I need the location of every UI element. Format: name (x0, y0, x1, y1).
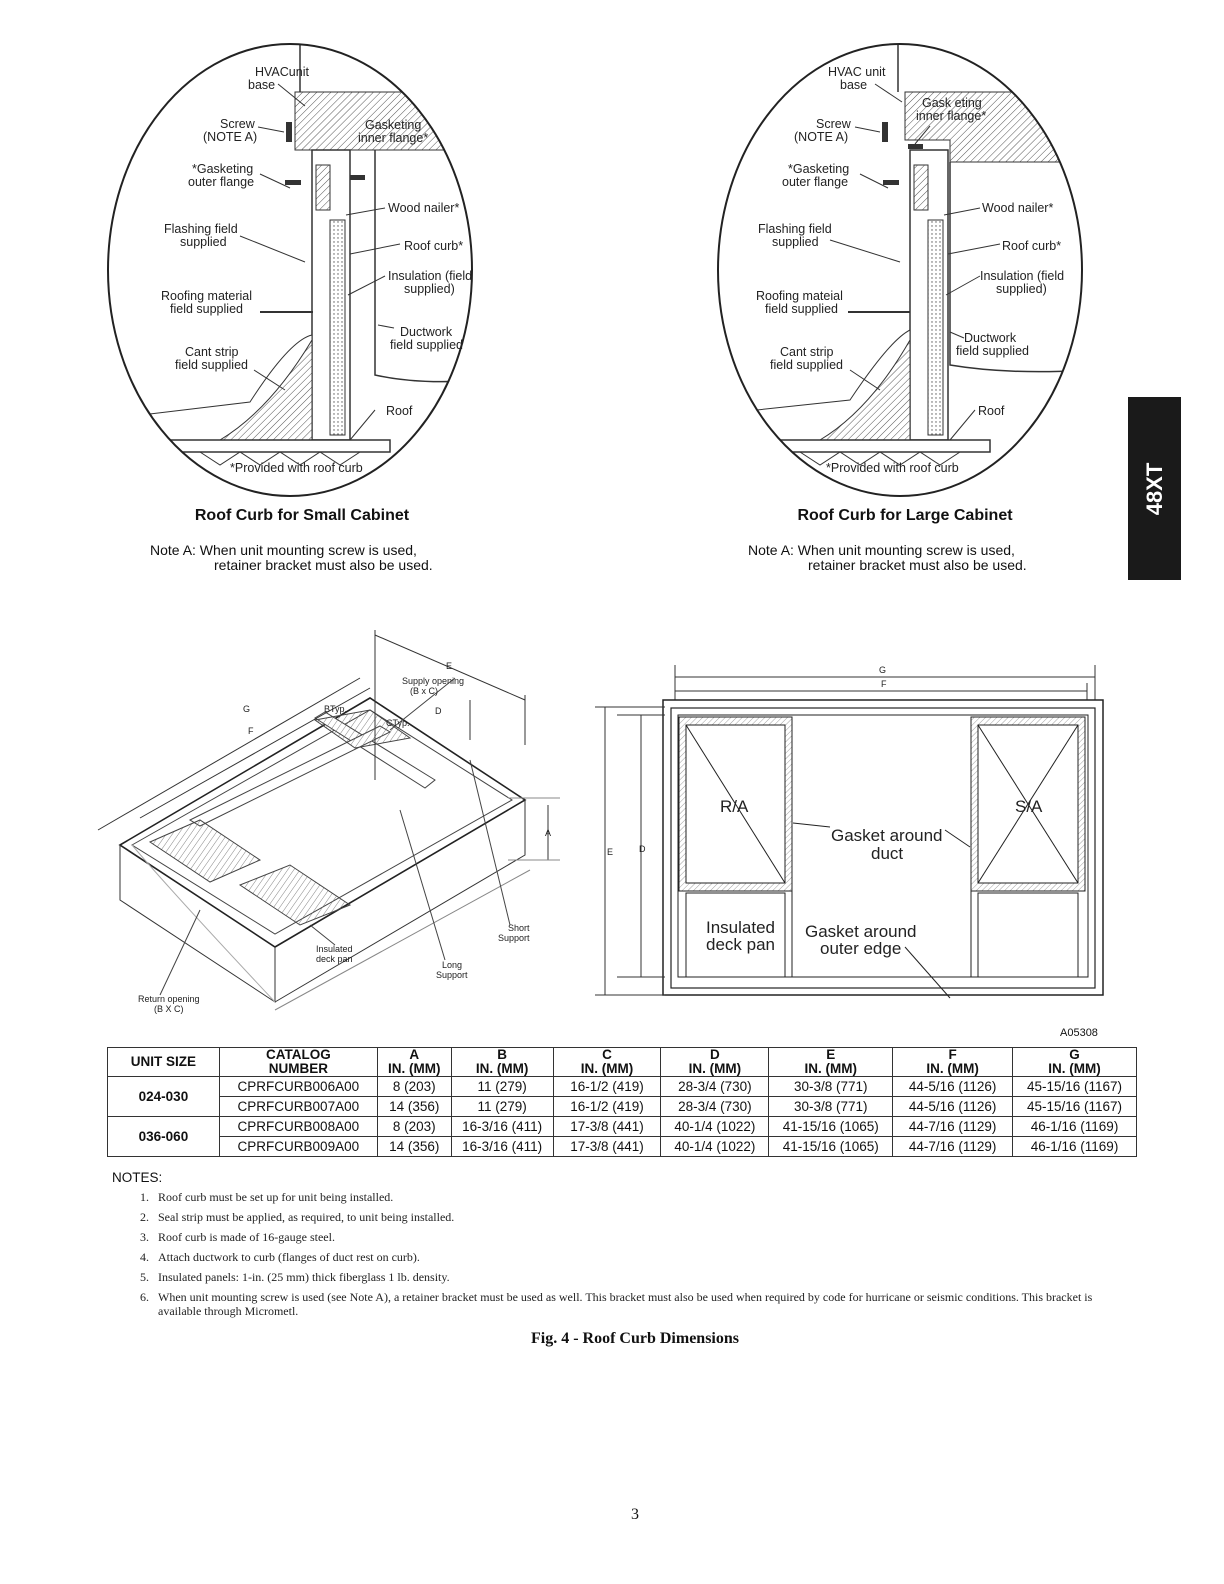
svg-text:HVACunit (255, 65, 309, 79)
list-item: 2. Seal strip must be applied, as required, to unit being installed. (140, 1210, 455, 1224)
svg-text:D (435, 706, 442, 716)
notes-title: NOTES: (112, 1170, 163, 1185)
label-roof: Roof (978, 404, 1005, 418)
list-item: 3. Roof curb is made of 16-gauge steel. (140, 1230, 335, 1244)
svg-text:Gasketing (365, 118, 421, 132)
plan-label-ra: R/A (720, 797, 749, 816)
header-e: E IN. (MM) (769, 1048, 893, 1077)
label-unit-base: HVAC unit (828, 65, 886, 79)
label-gasket-inner: Gask eting (922, 96, 982, 110)
svg-text:supplied): supplied) (404, 282, 455, 296)
svg-text:Short (508, 923, 530, 933)
svg-text:supplied: supplied (180, 235, 227, 249)
svg-text:G (879, 665, 886, 675)
svg-text:Ductwork (964, 331, 1017, 345)
label-screw: Screw (816, 117, 851, 131)
iso-label-supply: Supply opening (402, 676, 465, 686)
label-roof-curb: Roof curb* (404, 239, 464, 253)
svg-text:field supplied: field supplied (175, 358, 248, 372)
header-b: B IN. (MM) (451, 1048, 553, 1077)
label-cant-strip: Cant strip (780, 345, 834, 359)
svg-text:Screw (220, 117, 256, 131)
list-item: 1. Roof curb must be set up for unit being installed. (140, 1190, 394, 1204)
plan-label-gasket-edge: Gasket around (805, 922, 917, 941)
svg-text:Flashing field (164, 222, 238, 236)
header-d: D IN. (MM) (661, 1048, 769, 1077)
detail-large-cabinet (710, 40, 1090, 520)
unit-size-cell: 036-060 (108, 1117, 220, 1157)
svg-text:Gask eting (922, 96, 982, 110)
label-gasket-inner: Gasketing (365, 118, 422, 132)
svg-text:(B x C): (B x C) (410, 686, 438, 696)
iso-label-e: E (446, 661, 453, 671)
svg-text:Roofing material (161, 289, 252, 303)
svg-text:Return opening (138, 994, 200, 1004)
iso-label-a: A (545, 828, 552, 838)
header-c: C IN. (MM) (553, 1048, 661, 1077)
label-roofing: Roofing mateial (756, 289, 843, 303)
plan-label-f: F (881, 679, 887, 689)
table-row: CPRFCURB009A00 14 (356) 16-3/16 (411) 17-3/8 (441) 40-1/4 (1022) 41-15/16 (1065) 44-7/16 (1129) 46-1/16 (1169) (108, 1137, 1137, 1157)
isometric-curb-view (90, 620, 570, 1030)
svg-text:R/A (720, 797, 749, 816)
svg-text:Roof (978, 404, 1005, 418)
label-provided: *Provided with roof curb (230, 461, 363, 475)
iso-label-long: Long (442, 960, 463, 970)
label-ductwork: Ductwork (964, 331, 1017, 345)
iso-label-deck: Insulated (316, 944, 353, 954)
svg-text:supplied: supplied (772, 235, 819, 249)
svg-text:base: base (248, 78, 276, 92)
header-unit-size: UNIT SIZE (108, 1048, 220, 1077)
svg-text:A (545, 828, 551, 838)
svg-text:F (881, 679, 887, 689)
iso-label-btyp: BTyp. (324, 704, 348, 714)
svg-text:Roof curb* (1002, 239, 1061, 253)
svg-text:outer flange: outer flange (782, 175, 849, 189)
svg-text:outer flange: outer flange (188, 175, 255, 189)
list-item: 5. Insulated panels: 1-in. (25 mm) thick fiberglass 1 lb. density. (140, 1270, 450, 1284)
label-insulation: Insulation (field (388, 269, 473, 283)
svg-text:Screw (816, 117, 852, 131)
iso-label-d: D (435, 706, 442, 716)
label-flashing: Flashing field (758, 222, 832, 236)
list-item: 4. Attach ductwork to curb (flanges of duct rest on curb). (140, 1250, 420, 1264)
svg-text:inner flange*: inner flange* (916, 109, 987, 123)
label-provided: *Provided with roof curb (826, 461, 959, 475)
label-gasket-outer: *Gasketing (788, 162, 850, 176)
svg-text:Insulation (field (388, 269, 472, 283)
svg-text:G (243, 704, 250, 714)
svg-text:Roofing mateial (756, 289, 843, 303)
svg-text:D (639, 844, 646, 854)
iso-label-return: Return opening (138, 994, 200, 1004)
svg-text:Cant strip (780, 345, 834, 359)
svg-text:outer edge: outer edge (820, 939, 902, 958)
detail-large-title: Roof Curb for Large Cabinet (797, 507, 1013, 524)
svg-text:Supply opening (402, 676, 464, 686)
svg-text:field supplied: field supplied (770, 358, 843, 372)
side-tab-label: 48XT (1141, 462, 1167, 515)
label-wood-nailer: Wood nailer* (388, 201, 460, 215)
svg-text:field supplied: field supplied (956, 344, 1029, 358)
label-unit-base: HVACunit (255, 65, 309, 79)
roof-curb-dimensions-table (107, 1047, 1137, 1157)
side-tab (1128, 397, 1181, 580)
svg-text:(B X C): (B X C) (154, 1004, 184, 1014)
svg-text:Insulation (field (980, 269, 1064, 283)
svg-text:Wood nailer* (388, 201, 459, 215)
plan-label-d: D (639, 844, 646, 854)
label-roof-curb: Roof curb* (1002, 239, 1062, 253)
svg-text:HVAC unit (828, 65, 886, 79)
plan-label-e: E (607, 847, 614, 857)
svg-text:Cant strip (185, 345, 239, 359)
table-header-row (108, 1048, 1137, 1077)
label-gasket-outer: *Gasketing (192, 162, 254, 176)
svg-text:deck pan: deck pan (316, 954, 353, 964)
iso-label-f: F (248, 726, 254, 736)
svg-text:Insulated (316, 944, 353, 954)
header-g: G IN. (MM) (1013, 1048, 1137, 1077)
page-number: 3 (631, 1506, 639, 1523)
notes-list (140, 1190, 1125, 1324)
label-cant-strip: Cant strip (185, 345, 239, 359)
table-row: 036-060 CPRFCURB008A00 8 (203) 16-3/16 (411) 17-3/8 (441) 40-1/4 (1022) 41-15/16 (1065) 44-7/16 (1129) 46-1/16 (1169) (108, 1117, 1137, 1137)
label-roof: Roof (386, 404, 413, 418)
header-f: F IN. (MM) (893, 1048, 1013, 1077)
header-a: A IN. (MM) (377, 1048, 451, 1077)
unit-size-cell: 024-030 (108, 1077, 220, 1117)
plan-label-g: G (879, 665, 887, 675)
list-item: 6. When unit mounting screw is used (see Note A), a retainer bracket must be used as well. This bracket must also be used when required by code for hurricane or seismic conditions. This bracket is available through Micrometl. (140, 1290, 1093, 1318)
svg-text:*Gasketing (192, 162, 253, 176)
svg-text:Roof curb* (404, 239, 463, 253)
svg-text:Gasket around (831, 826, 943, 845)
svg-text:E (607, 847, 613, 857)
label-flashing: Flashing field (164, 222, 238, 236)
plan-label-deck: Insulated (706, 918, 775, 937)
svg-text:Roof (386, 404, 413, 418)
label-roofing: Roofing material (161, 289, 253, 303)
detail-small-cabinet (100, 40, 480, 520)
label-screw: Screw (220, 117, 255, 131)
svg-text:Flashing field (758, 222, 832, 236)
svg-text:Support: Support (436, 970, 468, 980)
detail-small-title: Roof Curb for Small Cabinet (194, 507, 410, 524)
svg-text:deck pan: deck pan (706, 935, 775, 954)
svg-text:CTyp. (386, 718, 410, 728)
header-catalog: CATALOG NUMBER (219, 1048, 377, 1077)
svg-text:field supplied: field supplied (765, 302, 838, 316)
svg-text:supplied): supplied) (996, 282, 1047, 296)
svg-text:(NOTE A): (NOTE A) (203, 130, 258, 144)
plan-label-gasket-duct: Gasket around (831, 826, 943, 845)
svg-text:inner flange*: inner flange* (358, 131, 429, 145)
svg-text:(NOTE A): (NOTE A) (794, 130, 849, 144)
detail-large-note-line1: Note A: When unit mounting screw is used, (748, 542, 1015, 558)
svg-text:Wood nailer* (982, 201, 1053, 215)
table-row: 024-030 CPRFCURB006A00 8 (203) 11 (279) 16-1/2 (419) 28-3/4 (730) 30-3/8 (771) 44-5/16 (1126) 45-15/16 (1167) (108, 1077, 1137, 1097)
detail-small-note-line1: Note A: When unit mounting screw is used, (150, 542, 417, 558)
svg-text:*Provided with roof curb (826, 461, 959, 475)
table-row: CPRFCURB007A00 14 (356) 11 (279) 16-1/2 (419) 28-3/4 (730) 30-3/8 (771) 44-5/16 (1126) 45-15/16 (1167) (108, 1097, 1137, 1117)
iso-label-g: G (243, 704, 251, 714)
label-wood-nailer: Wood nailer* (982, 201, 1054, 215)
svg-text:field supplied: field supplied (170, 302, 243, 316)
detail-small-note-line2: retainer bracket must also be used. (214, 557, 433, 573)
iso-label-short: Short (508, 923, 530, 933)
iso-label-ctyp: CTyp. (386, 718, 410, 728)
plan-curb-view (595, 655, 1115, 1005)
svg-text:E (446, 661, 452, 671)
detail-large-note-line2: retainer bracket must also be used. (808, 557, 1027, 573)
svg-text:*Gasketing (788, 162, 849, 176)
svg-text:F (248, 726, 254, 736)
svg-text:Support: Support (498, 933, 530, 943)
svg-text:BTyp. (324, 704, 347, 714)
svg-text:*Provided with roof curb (230, 461, 363, 475)
plan-label-sa: S/A (1015, 797, 1043, 816)
svg-text:Ductwork (400, 325, 453, 339)
drawing-code: A05308 (1060, 1027, 1098, 1039)
svg-text:Long (442, 960, 462, 970)
figure-caption: Fig. 4 - Roof Curb Dimensions (530, 1330, 739, 1347)
label-ductwork: Ductwork (400, 325, 453, 339)
svg-text:duct: duct (871, 844, 904, 863)
svg-text:field supplied: field supplied (390, 338, 463, 352)
label-insulation: Insulation (field (980, 269, 1065, 283)
svg-text:base: base (840, 78, 868, 92)
svg-text:S/A (1015, 797, 1043, 816)
